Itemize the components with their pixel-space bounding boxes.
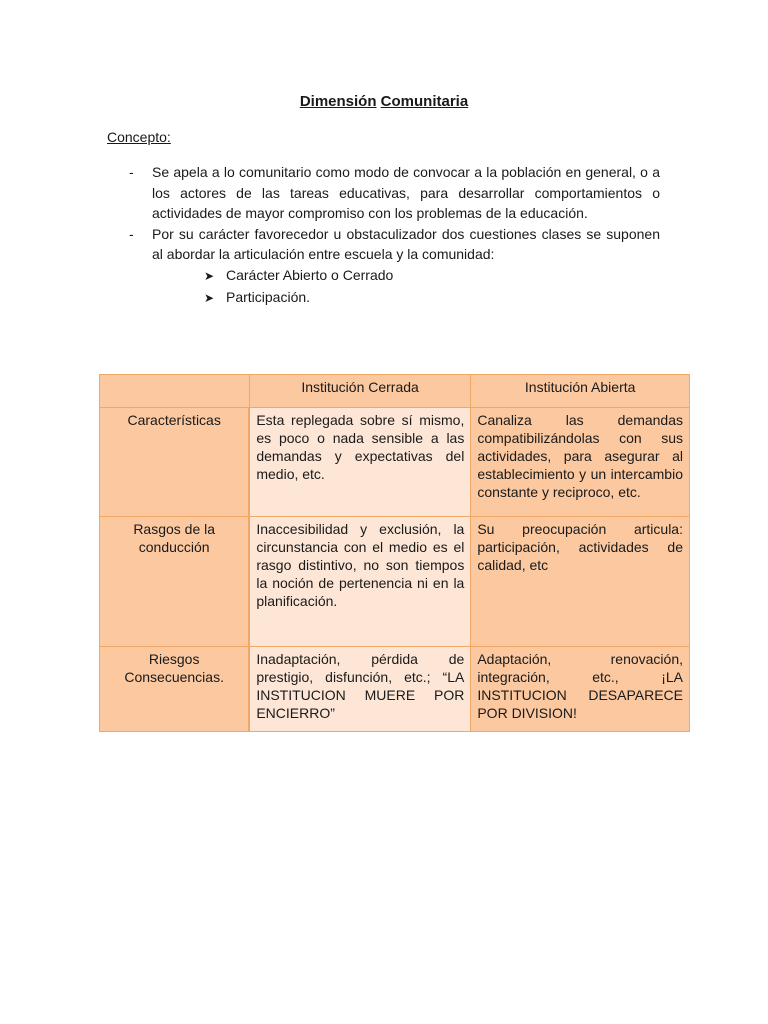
header-cell-cerrada: Institución Cerrada <box>249 375 471 408</box>
cell-abierta: Adaptación, renovación, integración, etc., ¡LA INSTITUCION DESAPARECE POR DIVISION! <box>471 647 690 732</box>
arrow-bullet-icon: ➤ <box>204 268 215 283</box>
cell-abierta: Canaliza las demandas compatibilizándolas con sus actividades, para asegurar al establecimiento y un intercambio constante y reciproco, etc. <box>471 408 690 517</box>
cell-cerrada: Inaccesibilidad y exclusión, la circunstancia con el medio es el rasgo distintivo, no son tiempos la noción de pertenencia ni en la planificación. <box>249 517 471 647</box>
row-label: Riesgos Consecuencias. <box>100 647 250 732</box>
list-item <box>129 162 660 224</box>
table-header-row <box>100 375 690 408</box>
sub-bullet-text: Carácter Abierto o Cerrado <box>226 266 394 283</box>
bullet-text: Por su carácter favorecedor u obstaculizador dos cuestiones clases se suponen al abordar la articulación entre escuela y la comunidad: <box>152 225 660 263</box>
sub-list-item <box>204 265 660 287</box>
row-label: Características <box>100 408 250 517</box>
bullet-list <box>129 162 660 308</box>
concept-heading: Concepto: <box>107 129 171 145</box>
sub-bullet-text: Participación. <box>226 288 311 305</box>
bullet-dash: - <box>129 225 134 242</box>
sub-bullet-list <box>204 265 660 308</box>
cell-cerrada: Esta replegada sobre sí mismo, es poco o nada sensible a las demandas y expectativas del medio, etc. <box>249 408 471 517</box>
row-label: Rasgos de la conducción <box>100 517 250 647</box>
title-word-1: Dimensión <box>299 93 377 110</box>
document-title <box>0 93 768 111</box>
table-row <box>100 647 690 732</box>
header-cell-empty <box>100 375 250 408</box>
arrow-bullet-icon: ➤ <box>204 290 215 305</box>
bullet-text: Se apela a lo comunitario como modo de convocar a la población en general, o a los actores de las tareas educativas, para desarrollar comportamientos o actividades de mayor compromiso con los problemas de la educación. <box>152 164 660 222</box>
title-word-2: Comunitaria <box>380 93 469 110</box>
table-row <box>100 517 690 647</box>
cell-cerrada: Inadaptación, pérdida de prestigio, disfunción, etc.; “LA INSTITUCION MUERE POR ENCIERRO” <box>249 647 471 732</box>
sub-list-item <box>204 287 660 309</box>
cell-abierta: Su preocupación articula: participación, actividades de calidad, etc <box>471 517 690 647</box>
list-item <box>129 224 660 265</box>
comparison-table <box>99 374 690 732</box>
bullet-dash: - <box>129 164 134 180</box>
table-row <box>100 408 690 517</box>
header-cell-abierta: Institución Abierta <box>471 375 690 408</box>
